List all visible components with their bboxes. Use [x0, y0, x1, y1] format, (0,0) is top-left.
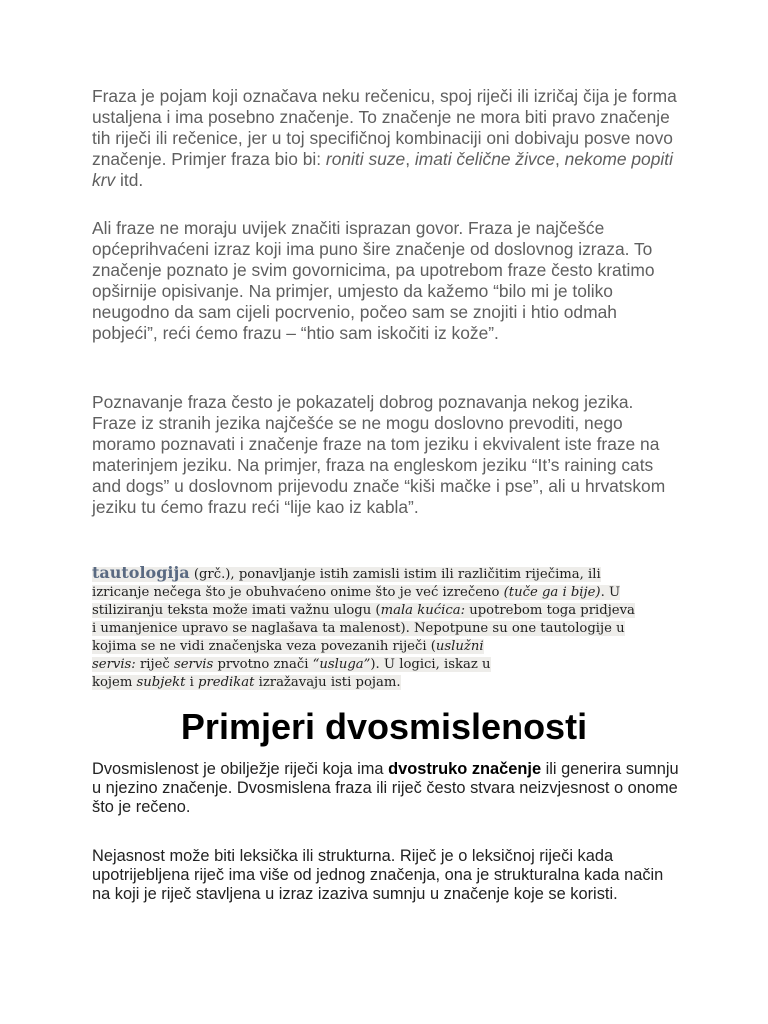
separator: ,	[555, 149, 565, 169]
definition-line: ). U logici, iskaz u	[370, 657, 491, 672]
definition-line: stiliziranju teksta može imati važnu ulogu (	[92, 603, 381, 618]
para4-text: Dvosmislenost je obilježje riječi koja ima	[92, 760, 389, 778]
definition-line: kojima se ne vidi značenjska veza povezanih riječi (	[92, 639, 436, 654]
paragraph-fraza-definition	[92, 86, 682, 191]
paragraph-fraze-govor: Ali fraze ne moraju uvijek značiti isprazan govor. Fraza je najčešće općeprihvaćeni izraz koji ima puno šire značenje od doslovnog izraza. To značenje poznato je svim govornicima, pa upotrebom fraze često kratimo opširnije opisivanje. Na primjer, umjesto da kažemo “bilo mi je toliko neugodno da sam cijeli pocrvenio, počeo sam se znojiti i htio odmah pobjeći”, reći ćemo frazu – “htio sam iskočiti iz kože”.	[92, 218, 655, 343]
definition-example: mala kućica:	[380, 603, 466, 618]
section-heading: Primjeri dvosmislenosti	[180, 706, 588, 747]
paragraph-poznavanje-fraza: Poznavanje fraza često je pokazatelj dobrog poznavanja nekog jezika. Fraze iz stranih jezika najčešće se ne mogu doslovno prevoditi, nego moramo poznavati i značenje fraze na tom jeziku i ekvivalent iste fraze na materinjem jeziku. Na primjer, fraza na engleskom jeziku “It’s raining cats and dogs” u doslovnom prijevodu znače “kiši mačke i pse”, ali u hrvatskom jeziku tu ćemo frazu reći “lije kao iz kabla”.	[92, 392, 666, 517]
para1-text: Fraza je pojam koji označava neku rečenicu, spoj riječi ili izričaj čija je forma ustaljena i ima posebno značenje. To značenje ne mora biti pravo značenje tih riječi ili rečenice, jer u toj specifičnoj kombinaciji oni dobivaju posve novo značenje. Primjer fraza bio bi:	[92, 86, 677, 169]
definition-line: i umanjenice upravo se naglašava ta malenost). Nepotpune su one tautologije u	[92, 621, 625, 636]
definition-line: (grč.), ponavljanje istih zamisli istim ili različitim riječima, ili	[189, 567, 601, 582]
paragraph-dvosmislenost	[92, 760, 682, 817]
para4-text: ili generira sumnju u njezino značenje. Dvosmislena fraza ili riječ često stvara neizvjesnost o onome što je rečeno.	[92, 760, 679, 816]
definition-term-predikat: predikat	[198, 675, 255, 690]
definition-line: i	[185, 675, 199, 690]
definition-example: servis	[173, 657, 214, 672]
definition-line: izricanje nečega što je obuhvaćeno onime što je već izrečeno	[92, 585, 504, 600]
definition-line: prvotno znači	[213, 657, 313, 672]
definition-line: upotrebom toga pridjeva	[465, 603, 635, 618]
definition-line: . U	[600, 585, 621, 600]
definition-example: “usluga”	[312, 657, 371, 672]
paragraph-nejasnost: Nejasnost može biti leksička ili strukturna. Riječ je o leksičnoj riječi kada upotrijebljena riječ ima više od jednog značenja, ona je strukturalna kada način na koji je riječ stavljena u izraz izaziva sumnju u značenje koje se koristi.	[92, 847, 664, 903]
definition-term[interactable]: tautologija	[92, 563, 190, 582]
tautologija-definition	[92, 564, 682, 692]
definition-example: (tuče ga i bije)	[503, 585, 601, 600]
definition-example: uslužni	[435, 639, 484, 654]
bold-term: dvostruko značenje	[388, 760, 542, 778]
definition-line: izražavaju isti pojam.	[254, 675, 401, 690]
definition-term-subjekt: subjekt	[136, 675, 186, 690]
example-imati-celicne-zivce: imati čelične živce	[414, 149, 555, 169]
definition-line: riječ	[135, 657, 174, 672]
example-roniti-suze: roniti suze	[325, 149, 406, 169]
definition-line: kojem	[92, 675, 137, 690]
separator: ,	[405, 149, 415, 169]
example-nekome-popiti-krv: nekome popiti krv	[92, 149, 673, 190]
para1-tail: itd.	[115, 170, 144, 190]
definition-example: servis:	[92, 657, 136, 672]
